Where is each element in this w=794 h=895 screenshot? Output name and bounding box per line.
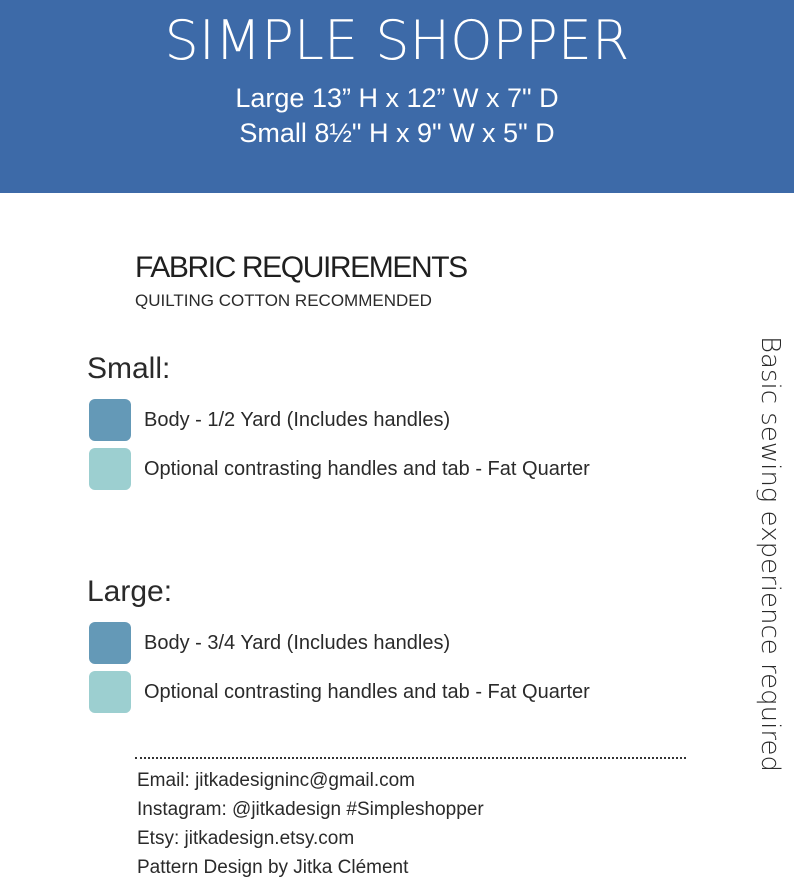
- experience-note: [750, 336, 790, 786]
- page-title: SIMPLE SHOPPER: [164, 9, 630, 72]
- swatch-icon: [89, 399, 131, 441]
- swatch-icon: [89, 448, 131, 490]
- large-dimensions: Large 13” H x 12” W x 7" D: [235, 83, 559, 113]
- item-text: Optional contrasting handles and tab - Fat Quarter: [144, 681, 590, 703]
- item-text: Body - 1/2 Yard (Includes handles): [144, 409, 451, 431]
- swatch-icon: [89, 671, 131, 713]
- fabric-requirements-subheading: QUILTING COTTON RECOMMENDED: [135, 291, 432, 310]
- item-text: Optional contrasting handles and tab - Fat Quarter: [144, 458, 590, 480]
- small-contrast-item: [89, 448, 590, 490]
- large-contrast-item: [89, 671, 590, 713]
- large-size-label: Large:: [87, 575, 173, 608]
- item-text: Body - 3/4 Yard (Includes handles): [144, 632, 451, 654]
- contact-instagram: Instagram: @jitkadesign #Simpleshopper: [137, 799, 484, 820]
- large-body-item: [89, 622, 450, 664]
- small-dimensions: Small 8½" H x 9" W x 5" D: [239, 118, 555, 148]
- header-banner: [0, 0, 794, 193]
- small-size-label: Small:: [87, 352, 171, 385]
- dotted-divider: [135, 757, 686, 759]
- contact-etsy: Etsy: jitkadesign.etsy.com: [137, 828, 355, 849]
- small-body-item: [89, 399, 450, 441]
- contact-email: Email: jitkadesigninc@gmail.com: [137, 770, 415, 791]
- designer-credit: Pattern Design by Jitka Clément: [137, 857, 409, 878]
- fabric-requirements-heading: FABRIC REQUIREMENTS: [135, 251, 467, 284]
- experience-note-text: Basic sewing experience required: [755, 336, 785, 772]
- swatch-icon: [89, 622, 131, 664]
